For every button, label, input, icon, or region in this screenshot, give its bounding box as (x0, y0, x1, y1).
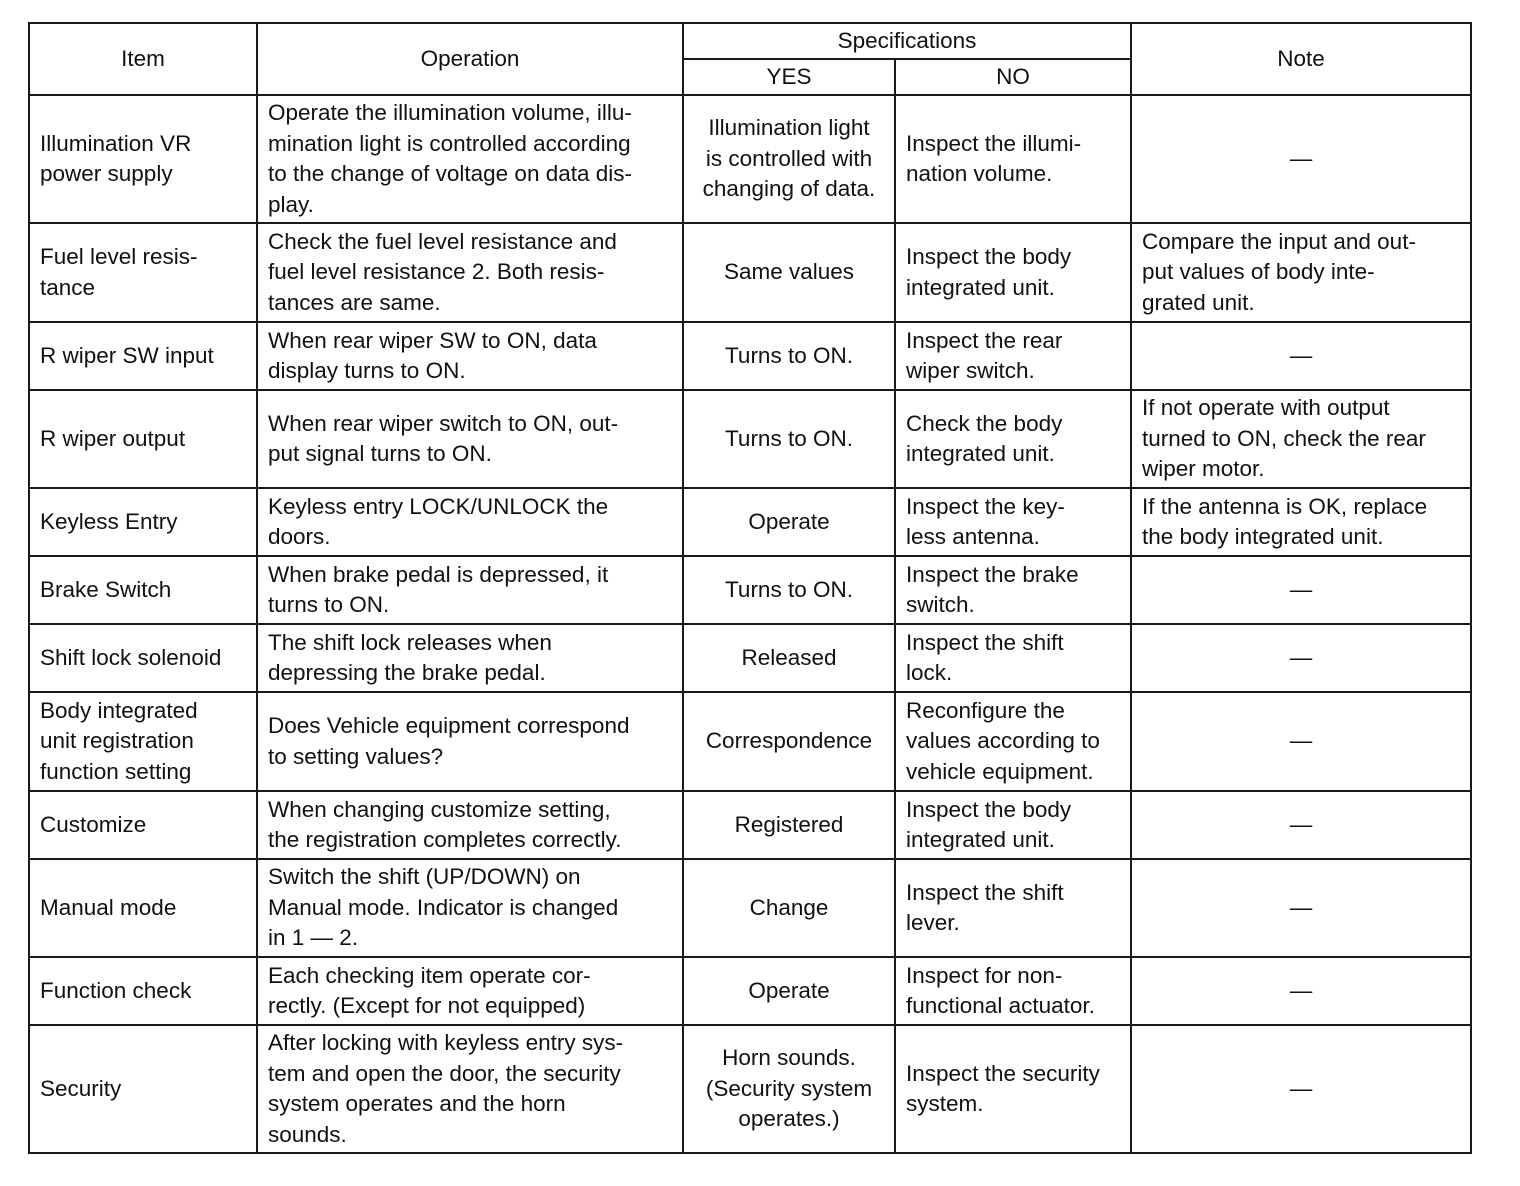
cell-operation: Operate the illumination volume, illu- mination light is controlled according to the change of voltage on data dis- play. (257, 95, 683, 223)
cell-yes: Turns to ON. (683, 322, 895, 390)
header-yes: YES (683, 59, 895, 95)
cell-note: — (1131, 1025, 1471, 1153)
cell-note: — (1131, 556, 1471, 624)
cell-operation: When changing customize setting, the registration completes correctly. (257, 791, 683, 859)
cell-item: Keyless Entry (29, 488, 257, 556)
cell-yes: Change (683, 859, 895, 957)
table-row (29, 692, 1471, 791)
cell-note: — (1131, 791, 1471, 859)
cell-item: Body integrated unit registration function setting (29, 692, 257, 791)
cell-item: Manual mode (29, 859, 257, 957)
cell-operation: Check the fuel level resistance and fuel level resistance 2. Both resis- tances are same. (257, 223, 683, 322)
cell-no: Reconfigure the values according to vehicle equipment. (895, 692, 1131, 791)
cell-no: Inspect the illumi- nation volume. (895, 95, 1131, 223)
cell-item: Brake Switch (29, 556, 257, 624)
header-row-top (29, 23, 1471, 59)
cell-yes: Illumination light is controlled with changing of data. (683, 95, 895, 223)
cell-note: — (1131, 957, 1471, 1025)
table-row (29, 556, 1471, 624)
cell-item: R wiper SW input (29, 322, 257, 390)
cell-note: — (1131, 624, 1471, 692)
cell-operation: Does Vehicle equipment correspond to setting values? (257, 692, 683, 791)
header-item: Item (29, 23, 257, 95)
cell-yes: Operate (683, 488, 895, 556)
cell-operation: Each checking item operate cor- rectly. (Except for not equipped) (257, 957, 683, 1025)
cell-yes: Same values (683, 223, 895, 322)
cell-no: Inspect the body integrated unit. (895, 791, 1131, 859)
table-header (29, 23, 1471, 95)
cell-item: Function check (29, 957, 257, 1025)
cell-yes: Correspondence (683, 692, 895, 791)
cell-yes: Horn sounds. (Security system operates.) (683, 1025, 895, 1153)
cell-item: Fuel level resis- tance (29, 223, 257, 322)
cell-item: Shift lock solenoid (29, 624, 257, 692)
header-note: Note (1131, 23, 1471, 95)
header-operation: Operation (257, 23, 683, 95)
cell-operation: Keyless entry LOCK/UNLOCK the doors. (257, 488, 683, 556)
header-specifications: Specifications (683, 23, 1131, 59)
table-row (29, 322, 1471, 390)
cell-no: Inspect the brake switch. (895, 556, 1131, 624)
specification-table (28, 22, 1472, 1154)
cell-operation: The shift lock releases when depressing the brake pedal. (257, 624, 683, 692)
cell-no: Inspect the security system. (895, 1025, 1131, 1153)
cell-operation: When rear wiper SW to ON, data display turns to ON. (257, 322, 683, 390)
cell-note: — (1131, 95, 1471, 223)
cell-operation: Switch the shift (UP/DOWN) on Manual mode. Indicator is changed in 1 — 2. (257, 859, 683, 957)
cell-operation: When brake pedal is depressed, it turns to ON. (257, 556, 683, 624)
cell-no: Inspect the rear wiper switch. (895, 322, 1131, 390)
table-row (29, 1025, 1471, 1153)
cell-yes: Turns to ON. (683, 390, 895, 488)
cell-yes: Operate (683, 957, 895, 1025)
spec-table-container (28, 22, 1472, 1154)
cell-no: Inspect for non- functional actuator. (895, 957, 1131, 1025)
cell-note: If the antenna is OK, replace the body integrated unit. (1131, 488, 1471, 556)
table-row (29, 624, 1471, 692)
cell-note: — (1131, 692, 1471, 791)
cell-yes: Released (683, 624, 895, 692)
cell-note: If not operate with output turned to ON, check the rear wiper motor. (1131, 390, 1471, 488)
cell-no: Inspect the shift lock. (895, 624, 1131, 692)
header-no: NO (895, 59, 1131, 95)
cell-item: Security (29, 1025, 257, 1153)
cell-no: Inspect the shift lever. (895, 859, 1131, 957)
table-body (29, 95, 1471, 1153)
cell-item: Illumination VR power supply (29, 95, 257, 223)
table-row (29, 859, 1471, 957)
table-row (29, 957, 1471, 1025)
cell-operation: After locking with keyless entry sys- tem and open the door, the security system operates and the horn sounds. (257, 1025, 683, 1153)
cell-item: Customize (29, 791, 257, 859)
cell-yes: Registered (683, 791, 895, 859)
cell-item: R wiper output (29, 390, 257, 488)
cell-no: Inspect the body integrated unit. (895, 223, 1131, 322)
table-row (29, 488, 1471, 556)
cell-no: Check the body integrated unit. (895, 390, 1131, 488)
cell-no: Inspect the key- less antenna. (895, 488, 1131, 556)
cell-note: — (1131, 859, 1471, 957)
cell-note: — (1131, 322, 1471, 390)
cell-operation: When rear wiper switch to ON, out- put signal turns to ON. (257, 390, 683, 488)
table-row (29, 791, 1471, 859)
table-row (29, 223, 1471, 322)
cell-note: Compare the input and out- put values of body inte- grated unit. (1131, 223, 1471, 322)
cell-yes: Turns to ON. (683, 556, 895, 624)
table-row (29, 390, 1471, 488)
table-row (29, 95, 1471, 223)
